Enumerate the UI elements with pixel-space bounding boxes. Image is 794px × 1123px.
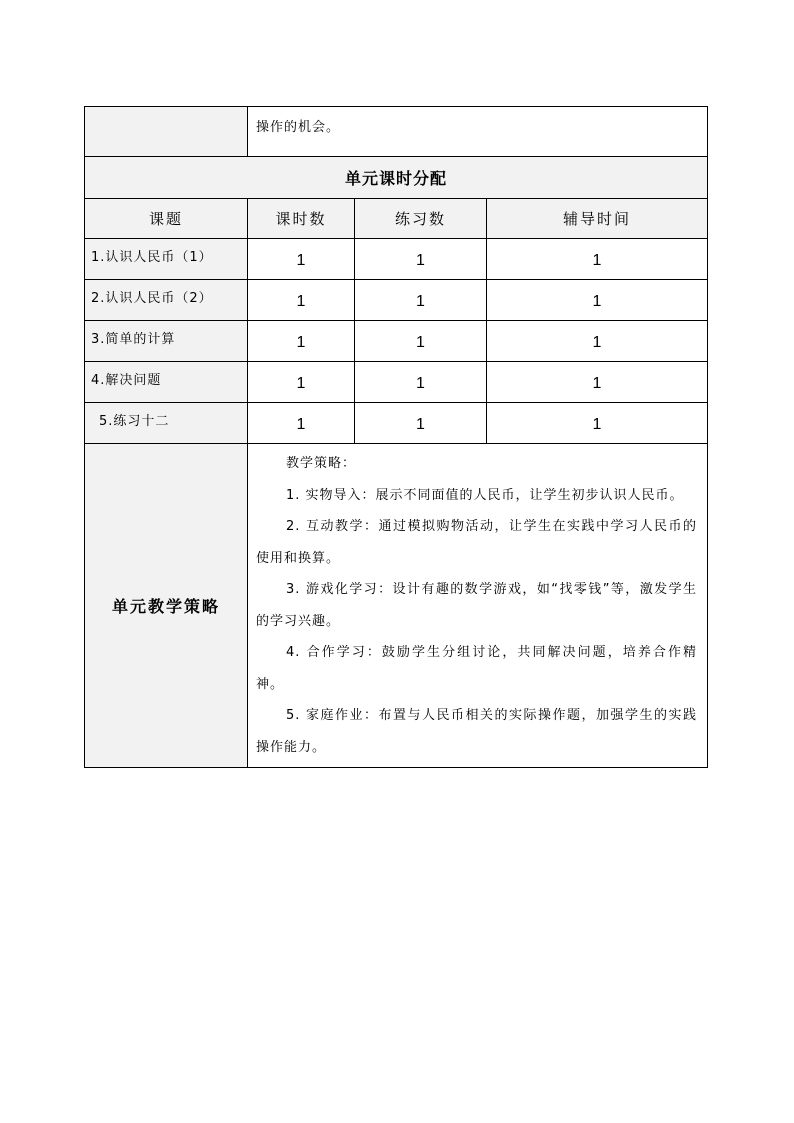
lesson-hours: 1 [248,362,355,403]
continuation-text: 操作的机会。 [248,107,708,157]
strategy-content [248,444,708,768]
lesson-hours: 1 [248,280,355,321]
lesson-practice: 1 [355,362,487,403]
column-header-tutoring: 辅导时间 [487,199,708,239]
lesson-practice: 1 [355,239,487,280]
column-header-topic: 课题 [85,199,248,239]
table-row [85,239,708,280]
table-row [85,280,708,321]
lesson-practice: 1 [355,403,487,444]
section-title-row [85,157,708,199]
lesson-tutoring: 1 [487,362,708,403]
strategy-item: 3. 游戏化学习：设计有趣的数学游戏，如“找零钱”等，激发学生的学习兴趣。 [256,582,698,629]
strategy-label: 单元教学策略 [85,444,248,768]
lesson-name: 3.简单的计算 [85,321,248,362]
lesson-hours: 1 [248,239,355,280]
strategy-item: 2. 互动教学：通过模拟购物活动，让学生在实践中学习人民币的使用和换算。 [256,519,698,566]
header-row [85,199,708,239]
lesson-tutoring: 1 [487,321,708,362]
section-title: 单元课时分配 [85,157,708,199]
strategy-item: 5. 家庭作业：布置与人民币相关的实际操作题，加强学生的实践操作能力。 [256,708,698,755]
table-row [85,362,708,403]
lesson-name: 4.解决问题 [85,362,248,403]
continuation-label-cell [85,107,248,157]
lesson-practice: 1 [355,321,487,362]
lesson-tutoring: 1 [487,239,708,280]
unit-plan-table [84,106,708,768]
column-header-practice: 练习数 [355,199,487,239]
lesson-tutoring: 1 [487,280,708,321]
lesson-name: 1.认识人民币（1） [85,239,248,280]
strategy-item: 1. 实物导入：展示不同面值的人民币，让学生初步认识人民币。 [286,487,684,503]
strategy-row [85,444,708,768]
strategy-heading: 教学策略： [286,456,357,471]
lesson-hours: 1 [248,321,355,362]
lesson-hours: 1 [248,403,355,444]
lesson-name: 5.练习十二 [85,403,248,444]
table-row [85,403,708,444]
continuation-row [85,107,708,157]
table-row [85,321,708,362]
lesson-practice: 1 [355,280,487,321]
strategy-item: 4. 合作学习：鼓励学生分组讨论，共同解决问题，培养合作精神。 [256,645,698,692]
lesson-tutoring: 1 [487,403,708,444]
lesson-name: 2.认识人民币（2） [85,280,248,321]
column-header-hours: 课时数 [248,199,355,239]
